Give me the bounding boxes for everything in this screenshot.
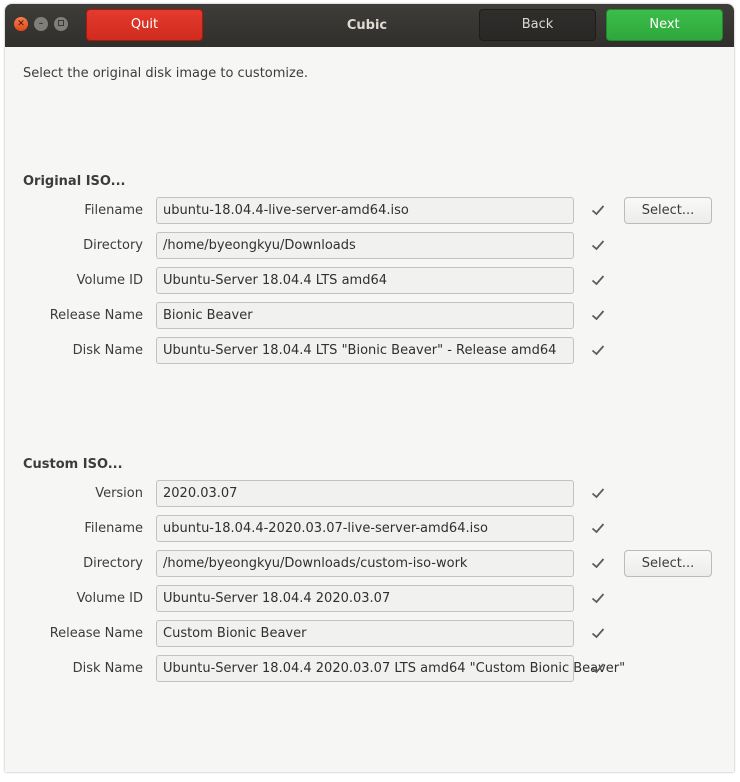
check-icon bbox=[591, 486, 605, 500]
window-close-icon[interactable]: ✕ bbox=[14, 17, 28, 31]
check-icon bbox=[591, 591, 605, 605]
original-filename-label: Filename bbox=[84, 203, 143, 218]
check-icon bbox=[591, 521, 605, 535]
window-minimize-icon[interactable]: – bbox=[34, 17, 48, 31]
original-directory-field[interactable]: /home/byeongkyu/Downloads bbox=[156, 232, 574, 259]
original-select-button[interactable]: Select... bbox=[624, 197, 712, 224]
check-icon bbox=[591, 626, 605, 640]
original-iso-heading: Original ISO... bbox=[23, 174, 126, 189]
original-disk-name-label: Disk Name bbox=[72, 343, 143, 358]
cubic-window bbox=[5, 4, 734, 772]
original-release-name-field[interactable]: Bionic Beaver bbox=[156, 302, 574, 329]
custom-select-button[interactable]: Select... bbox=[624, 550, 712, 577]
custom-volume-id-row bbox=[5, 585, 734, 612]
custom-iso-heading: Custom ISO... bbox=[23, 457, 123, 472]
custom-release-name-label: Release Name bbox=[49, 626, 143, 641]
custom-filename-label: Filename bbox=[84, 521, 143, 536]
custom-volume-id-field[interactable]: Ubuntu-Server 18.04.4 2020.03.07 bbox=[156, 585, 574, 612]
custom-disk-name-label: Disk Name bbox=[72, 661, 143, 676]
original-filename-row bbox=[5, 197, 734, 224]
original-directory-row bbox=[5, 232, 734, 259]
original-disk-name-row bbox=[5, 337, 734, 364]
custom-release-name-row bbox=[5, 620, 734, 647]
check-icon bbox=[591, 661, 605, 675]
custom-disk-name-row bbox=[5, 655, 734, 682]
custom-version-row bbox=[5, 480, 734, 507]
original-release-name-row bbox=[5, 302, 734, 329]
original-disk-name-field[interactable]: Ubuntu-Server 18.04.4 LTS "Bionic Beaver" - Release amd64 bbox=[156, 337, 574, 364]
custom-version-field[interactable]: 2020.03.07 bbox=[156, 480, 574, 507]
back-button[interactable]: Back bbox=[479, 9, 596, 41]
original-filename-field[interactable]: ubuntu-18.04.4-live-server-amd64.iso bbox=[156, 197, 574, 224]
original-directory-label: Directory bbox=[83, 238, 143, 253]
check-icon bbox=[591, 238, 605, 252]
custom-volume-id-label: Volume ID bbox=[76, 591, 143, 606]
custom-directory-row bbox=[5, 550, 734, 577]
window-maximize-icon[interactable] bbox=[54, 17, 68, 31]
instruction-text: Select the original disk image to customize. bbox=[23, 66, 308, 81]
custom-version-label: Version bbox=[95, 486, 143, 501]
custom-filename-row bbox=[5, 515, 734, 542]
original-release-name-label: Release Name bbox=[49, 308, 143, 323]
check-icon bbox=[591, 203, 605, 217]
original-volume-id-label: Volume ID bbox=[76, 273, 143, 288]
quit-button[interactable]: Quit bbox=[86, 9, 203, 41]
next-button[interactable]: Next bbox=[606, 9, 723, 41]
check-icon bbox=[591, 273, 605, 287]
custom-disk-name-field[interactable]: Ubuntu-Server 18.04.4 2020.03.07 LTS amd64 "Custom Bionic Beaver" bbox=[156, 655, 574, 682]
custom-filename-field[interactable]: ubuntu-18.04.4-2020.03.07-live-server-amd64.iso bbox=[156, 515, 574, 542]
custom-directory-label: Directory bbox=[83, 556, 143, 571]
check-icon bbox=[591, 308, 605, 322]
check-icon bbox=[591, 343, 605, 357]
window-title: Cubic bbox=[346, 18, 388, 33]
check-icon bbox=[591, 556, 605, 570]
title-bar bbox=[5, 4, 734, 47]
original-volume-id-row bbox=[5, 267, 734, 294]
original-volume-id-field[interactable]: Ubuntu-Server 18.04.4 LTS amd64 bbox=[156, 267, 574, 294]
custom-release-name-field[interactable]: Custom Bionic Beaver bbox=[156, 620, 574, 647]
custom-directory-field[interactable]: /home/byeongkyu/Downloads/custom-iso-work bbox=[156, 550, 574, 577]
